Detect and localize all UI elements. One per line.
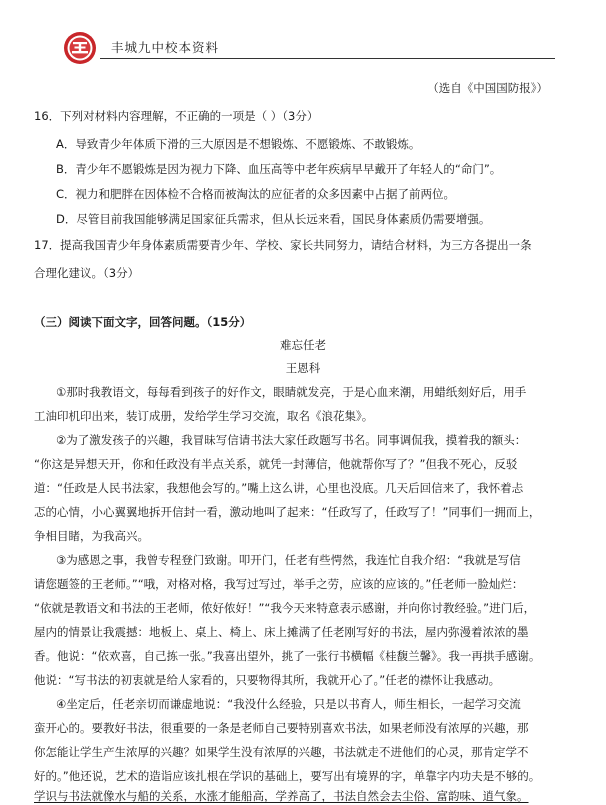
question-16-option-b: B．青少年不愿锻炼是因为视力下降、血压高等中老年疾病早早戴开了年轻人的“命门”。	[56, 162, 502, 176]
article-line: ②为了激发孩子的兴趣，我冒昧写信请书法大家任政题写书名。同事调侃我，摸着我的额头：	[56, 433, 527, 447]
article-author: 王恩科	[285, 361, 321, 375]
header-school-name: 丰城九中校本资料	[111, 40, 220, 55]
article-line: 他说：“写书法的初衷就是给人家看的，只要物得其所，我就开心了。”任老的襟怀让我感动。	[34, 673, 501, 687]
article-line: “依就是教语文和书法的王老师，侬好侬好！”“我今天来特意表示感谢，并向你讨教经验。”进门后，	[34, 601, 536, 615]
question-16-stem: 16．下列对材料内容理解，不正确的一项是（ ）（3分）	[34, 109, 319, 123]
article-line: 道：“任政是人民书法家，我想他会写的。”嘴上这么讲，心里也没底。几天后回信来了，我怀着忐	[34, 481, 524, 495]
article-line: ①那时我教语文，每每看到孩子的好作文，眼睛就发亮，于是心血来潮，用蜡纸刻好后，用手	[56, 385, 527, 399]
article-line: 你怎能让学生产生浓厚的兴趣？如果学生没有浓厚的兴趣，书法就走不进他们的心灵，那肯定学不	[34, 745, 529, 759]
article-line: “你这是异想天开，你和任政没有半点关系，就凭一封薄信，他就帮你写了？”但我不死心，反驳	[34, 457, 518, 471]
question-16-option-d: D．尽管目前我国能够满足国家征兵需求，但从长远来看，国民身体素质仍需要增强。	[56, 212, 491, 226]
article-line: ③为感恩之事，我曾专程登门致谢。叩开门，任老有些愕然，我连忙自我介绍：“我就是写信	[56, 553, 521, 567]
article-line: 屋内的情景让我震撼：地板上、桌上、椅上、床上摊满了任老刚写好的书法，屋内弥漫着浓浓的墨	[34, 625, 529, 639]
article-line: 请您题签的王老师。”“哦，对格对格，我写过写过，举手之劳，应该的应该的。”任老师一脸灿烂：	[34, 577, 524, 591]
article-line: 争相目睹，为我高兴。	[34, 529, 149, 543]
article-line: 工油印机印出来，装订成册，发给学生学习交流，取名《浪花集》。	[34, 409, 374, 423]
question-17-line-1: 17．提高我国青少年身体素质需要青少年、学校、家长共同努力，请结合材料，为三方各提出一条	[34, 238, 532, 252]
article-line: 蛮开心的。要教好书法，很重要的一条是老师自己要特别喜欢书法，如果老师没有浓厚的兴趣，那	[34, 721, 529, 735]
article-line: 好的。”他还说，艺术的造诣应该扎根在学识的基础上，要写出有境界的字，单靠字内功夫是不够的。	[34, 769, 541, 783]
article-line: ④坐定后，任老亲切而谦虚地说：“我没什么经验，只是以书育人，师生相长，一起学习交流	[56, 697, 521, 711]
school-logo-icon	[63, 31, 97, 65]
question-16-option-c: C．视力和肥胖在因体检不合格而被淘汰的应征者的众多因素中占据了前两位。	[56, 187, 456, 201]
article-source: （选自《中国国防报》）	[427, 81, 548, 95]
article-line: 忑的心情，小心翼翼地拆开信封一看，激动地叫了起来：“任政写了，任政写了！”同事们一拥而上，	[34, 505, 541, 519]
article-title: 难忘任老	[280, 338, 326, 352]
question-16-option-a: A．导致青少年体质下滑的三大原因是不想锻炼、不愿锻炼、不敢锻炼。	[56, 137, 421, 151]
section-3-heading: （三）阅读下面文字，回答问题。（15分）	[34, 315, 252, 329]
article-line-underlined: 学识与书法就像水与船的关系，水涨才能船高，学养高了，书法自然会去尘俗、富韵味、逍气象。	[34, 789, 529, 803]
question-17-line-2: 合理化建议。（3分）	[34, 266, 140, 280]
header-divider	[100, 58, 555, 59]
article-line: 香。他说：“依欢喜，自己拣一张。”我喜出望外，挑了一张行书横幅《桂馥兰馨》。我一再拱手感谢。	[34, 649, 541, 663]
